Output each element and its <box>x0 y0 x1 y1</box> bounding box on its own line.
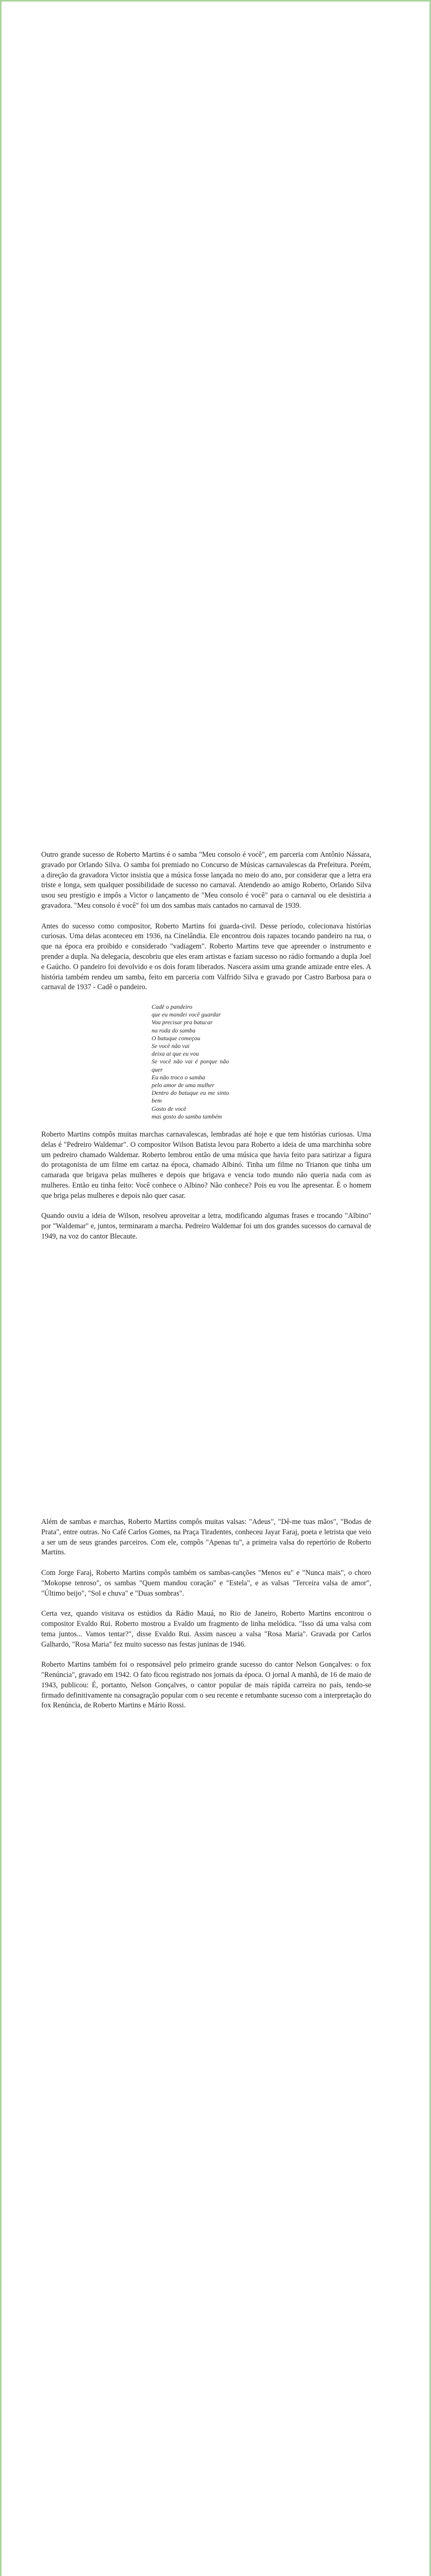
paragraph: Outro grande sucesso de Roberto Martins é o samba "Meu consolo é você", em parceria com Antônio Nássara, gravado por Orlando Silva. O samba foi premiado no Concurso de Músicas carnavalescas da Prefeitura. Porém, a direção da gravadora Victor insistia que a música fosse lançada no meio do ano, por considerar que a letra era triste e longa, sem qualquer possibilidade de sucesso no carnaval. Atendendo ao amigo Roberto, Orlando Silva usou seu prestígio e impôs a Victor o lançamento de "Meu consolo é você" para o carnaval ou ele desistiria a gravadora. "Meu consolo é você" foi um dos sambas mais cantados no carnaval de 1939. <box>41 851 371 910</box>
lyric-line: mas gosto do samba também <box>152 1112 222 1120</box>
paragraph: Quando ouviu a ideia de Wilson, resolveu aproveitar a letra, modificando algumas frases e trocando "Albino" por "Waldemar" e, juntos, terminaram a marcha. Pedreiro Waldemar foi um dos grandes sucessos do carnaval de 1949, na voz do cantor Blecaute. <box>41 1212 371 1241</box>
song-lyrics <box>152 1003 229 1121</box>
lyric-line: pelo amor de uma mulher <box>152 1081 214 1089</box>
article-section-1 <box>41 850 371 1252</box>
article-section-2 <box>41 1517 371 1721</box>
lyric-line: Cadê o pandeiro <box>152 1003 192 1010</box>
lyric-line: deixa ai que eu vou <box>152 1050 199 1058</box>
lyric-line: que eu mandei você guardar <box>152 1011 221 1019</box>
lyric-line: Eu não troco o samba <box>152 1073 205 1081</box>
paragraph: Com Jorge Faraj, Roberto Martins compôs também os sambas-canções "Menos eu" e "Nunca mais", o choro "Mokopse tenroso", os sambas "Quem mandou coração" e "Estela", e as valsas "Terceira valsa de amor", "Último beijo", "Sol e chuva" e "Duas sombras". <box>41 1568 371 1598</box>
lyric-line: Se você não vai <box>152 1042 190 1049</box>
paragraph: Roberto Martins também foi o responsável pelo primeiro grande sucesso do cantor Nelson Gonçalves: o fox "Renúncia", gravado em 1942. O fato ficou registrado nos jornais da época. O jornal A manhã, de 16 de maio de 1943, publicou: É, portanto, Nelson Gonçalves, o cantor popular de mais rápida carreira no país, tendo-se firmado definitivamente na consagração popular com o seu recente e retumbante sucesso com a interpretação do fox Renúncia, de Roberto Martins e Mário Rossi. <box>41 1660 371 1710</box>
lyric-line: O batuque começou <box>152 1034 201 1042</box>
paragraph: Além de sambas e marchas, Roberto Martins compôs muitas valsas: "Adeus", "Dê-me tuas mãos", "Bodas de Prata", entre outras. No Café Carlos Gomes, na Praça Tiradentes, conheceu Jayar Faraj, poeta e letrista que veio a ser um de seus grandes parceiros. Com ele, compôs "Apenas tu", a primeira valsa do repertório de Roberto Martins. <box>41 1518 371 1557</box>
lyric-line: Se você não vai é porque não quer <box>152 1058 229 1073</box>
lyric-line: Gosto de você <box>152 1105 186 1112</box>
paragraph: Roberto Martins compôs muitas marchas carnavalescas, lembradas até hoje e que tem histórias curiosas. Uma delas é "Pedreiro Waldemar". O compositor Wilson Batista levou para Roberto a ideia de uma marchinha sobre um pedreiro chamado Waldemar. Roberto lembrou então de uma música que havia feito para satirizar a figura do protagonista de um filme em cartaz na época, chamado Albinó. Tinha um filme no Trianon que tinha um camarada que brigava pelas mulheres e depois que brigava e vencia todo mundo não queria nada com as mulheres. Então eu tinha feito: Você conhece o Albino? Não conhece? Pois eu vou lhe apresentar. É o homem que briga pelas mulheres e depois não quer casar. <box>41 1130 371 1200</box>
paragraph: Antes do sucesso como compositor, Roberto Martins foi guarda-civil. Desse período, colecionava histórias curiosas. Uma delas aconteceu em 1936, na Cinelândia. Ele encontrou dois rapazes tocando pandeiro na rua, o que na época era proibido e considerado "vadiagem". Roberto Martins teve que apreender o instrumento e prender a dupla. Na delegacia, descobriu que eles eram artistas e faziam sucesso no rádio formando a dupla Joel e Gaúcho. O pandeiro foi devolvido e os dois foram liberados. Nascera assim uma grande amizade entre eles. A história também rendeu um samba, feito em parceria com Valfrido Silva e gravado por Castro Barbosa para o carnaval de 1937 - Cadê o pandeiro. <box>41 922 371 992</box>
lyric-line: Dentro do batuque eu me sinto bem <box>152 1089 229 1105</box>
paragraph: Certa vez, quando visitava os estúdios da Rádio Mauá, no Rio de Janeiro, Roberto Martins encontrou o compositor Evaldo Rui. Roberto mostrou a Evaldo um fragmento de linha melódica. "Isso dá uma valsa com tema juntos... Vamos tentar?", disse Evaldo Rui. Assim nasceu a valsa "Rosa Maria". Gravada por Carlos Galhardo, "Rosa Maria" fez muito sucesso nas festas juninas de 1946. <box>41 1609 371 1649</box>
lyric-line: Vou precisar pra batucar <box>152 1019 213 1026</box>
lyric-line: na roda do samba <box>152 1026 196 1034</box>
